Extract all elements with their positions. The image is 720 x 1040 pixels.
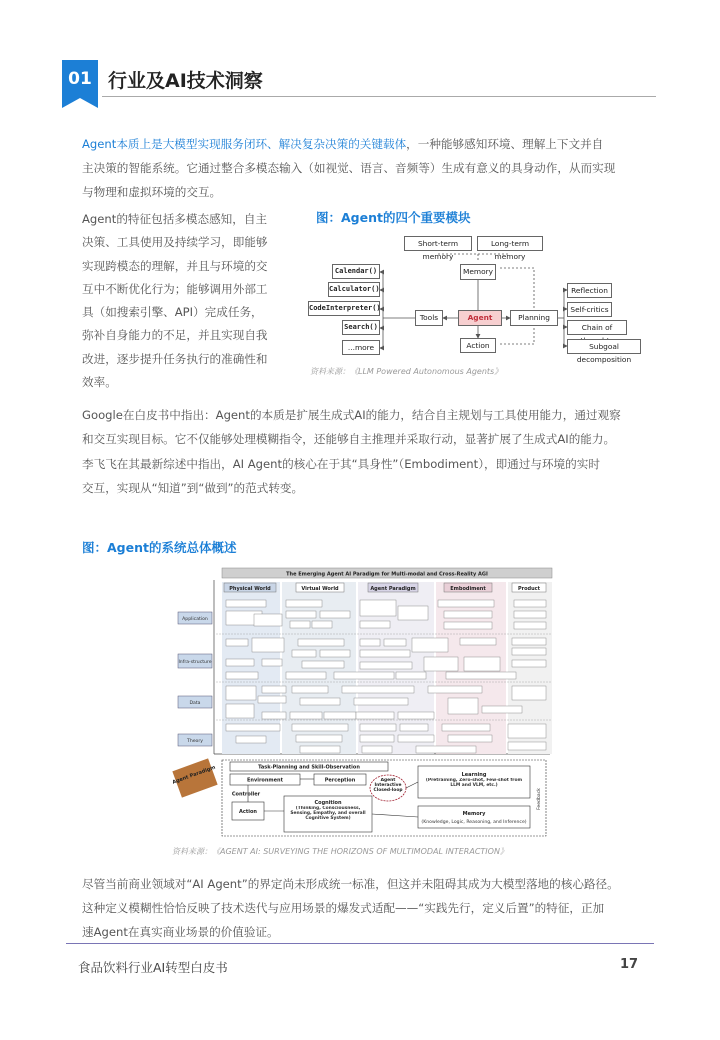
li-line1: 李飞飞在其最新综述中指出，AI Agent的核心在于其“具身性”（Embodiment），即通过与环境的实时: [82, 457, 600, 471]
memory-node: Memory: [460, 264, 496, 280]
intro-line1-rest: ，一种能够感知环境、理解上下文并自: [406, 137, 604, 151]
calendar-node: Calendar(): [332, 264, 380, 279]
intro-line2: 主决策的智能系统。它通过整合多模态输入（如视觉、语言、音频等）生成有意义的具身动作，从而实现: [82, 161, 616, 175]
chain-of-thoughts-node: Chain of: [567, 320, 627, 335]
features-paragraph: [82, 208, 292, 394]
google-line1: Google在白皮书中指出：Agent的本质是扩展生成式AI的能力，结合自主规划与工具使用能力，通过观察: [82, 408, 621, 422]
intro-highlight: Agent本质上是大模型实现服务闭环、解决复杂决策的关键载体: [82, 137, 407, 151]
intro-paragraph: [82, 132, 652, 204]
column-product: Product: [517, 586, 541, 592]
column-physical-world: Physical World: [229, 586, 271, 592]
figure1-source: 资料来源：《LLM Powered Autonomous Agents》: [310, 367, 503, 376]
learning-subtitle: (Pretraining, Zero-shot, Few-shot from LLM and VLM, etc.): [425, 778, 523, 789]
environment-box: Environment: [247, 777, 283, 784]
task-planning-box: Task-Planning and Skill-Observation: [258, 764, 360, 771]
subgoal-decomposition-node: Subgoal decomposition: [567, 339, 641, 354]
perception-box: Perception: [324, 777, 356, 784]
features-line: 改进，逐步提升任务执行的准确性和: [82, 351, 268, 366]
action-box: Action: [239, 809, 257, 815]
more-node: ...more: [342, 340, 380, 355]
tools-node: Tools: [415, 310, 443, 326]
learning-box: Learning: [461, 772, 487, 778]
li-line2: 交互，实现从“知道”到“做到”的范式转变。: [82, 481, 304, 495]
closing-line3: 速Agent在真实商业场景的价值验证。: [82, 925, 279, 939]
figure2-diagram: [172, 566, 556, 838]
page-number: 17: [620, 957, 639, 972]
google-paragraph: [82, 403, 658, 451]
row-infrastructure: Infra-structure: [178, 660, 212, 665]
row-theory: Theory: [187, 739, 203, 744]
footer-divider: [66, 943, 654, 944]
planning-node: Planning: [510, 310, 558, 326]
self-critics-node: Self-critics: [567, 302, 612, 317]
section-header: [62, 60, 656, 98]
calculator-node: Calculator(): [328, 282, 380, 297]
header-divider: [102, 96, 656, 97]
column-agent-paradigm: Agent Paradigm: [370, 586, 416, 592]
controller-label: Controller: [231, 791, 261, 798]
figure1-diagram: [300, 228, 656, 364]
banner-text: The Emerging Agent AI Paradigm for Multi-modal and Cross-Reality AGI: [286, 571, 488, 578]
cognition-subtitle: (Thinking, Consciousness, Sensing, Empathy, and overall Cognitive System): [290, 806, 366, 822]
row-data: Data: [189, 701, 201, 706]
features-line: 互中不断优化行为；能够调用外部工: [82, 281, 268, 296]
figure1-title: 图：Agent的四个重要模块: [316, 210, 471, 225]
action-node: Action: [460, 338, 496, 353]
google-line2: 和交互实现目标。它不仅能够处理模糊指令，还能够自主推理并采取行动，显著扩展了生成式AI的能力。: [82, 432, 616, 446]
cognition-box: Cognition: [314, 800, 342, 806]
paradigm-label: Agent Paradigm: [172, 764, 217, 786]
section-title: 行业及AI技术洞察: [108, 70, 263, 92]
closed-loop-label: Agent Interactive Closed-loop: [373, 778, 403, 794]
short-term-memory-node: Short-term memory: [404, 236, 472, 251]
intro-line3: 与物理和虚拟环境的交互。: [82, 185, 222, 199]
footer-title: 食品饮料行业AI转型白皮书: [78, 960, 228, 975]
features-line: Agent的特征包括多模态感知，自主: [82, 212, 268, 226]
li-paragraph: [82, 452, 658, 500]
search-node: Search(): [342, 320, 380, 335]
agent-node: Agent: [458, 310, 502, 326]
closing-line1: 尽管当前商业领域对“AI Agent”的界定尚未形成统一标准，但这并未阻碍其成为大模型落地的核心路径。: [82, 877, 619, 891]
figure2-source: 资料来源：《AGENT AI: SURVEYING THE HORIZONS OF MULTIMODAL INTERACTION》: [172, 847, 508, 856]
feedback-label: Feedback: [537, 788, 542, 810]
figure2-svg: [172, 566, 556, 838]
memory-subtitle: (Knowledge, Logic, Reasoning, and Inference): [421, 820, 527, 825]
features-line: 弥补自身能力的不足，并且实现自我: [82, 328, 268, 343]
figure2-title: 图：Agent的系统总体概述: [82, 540, 237, 555]
features-line: 效率。: [82, 375, 117, 390]
features-line: 实现跨模态的理解，并且与环境的交: [82, 258, 268, 273]
row-application: Application: [182, 617, 208, 622]
code-interpreter-node: CodeInterpreter(): [308, 301, 380, 316]
features-line: 具（如搜索引擎、API）完成任务，: [82, 305, 263, 320]
column-virtual-world: Virtual World: [301, 586, 339, 592]
features-line: 决策、工具使用及持续学习，即能够: [82, 235, 268, 250]
closing-line2: 这种定义模糊性恰恰反映了技术迭代与应用场景的爆发式适配——“实践先行，定义后置”的特征，正加: [82, 901, 605, 915]
memory-box: Memory: [462, 811, 486, 817]
reflection-node: Reflection: [567, 283, 612, 298]
section-number-badge: 01: [62, 60, 98, 98]
closing-paragraph: [82, 872, 660, 944]
long-term-memory-node: Long-term memory: [477, 236, 543, 251]
column-embodiment: Embodiment: [450, 586, 486, 592]
badge-tip: [62, 98, 98, 108]
